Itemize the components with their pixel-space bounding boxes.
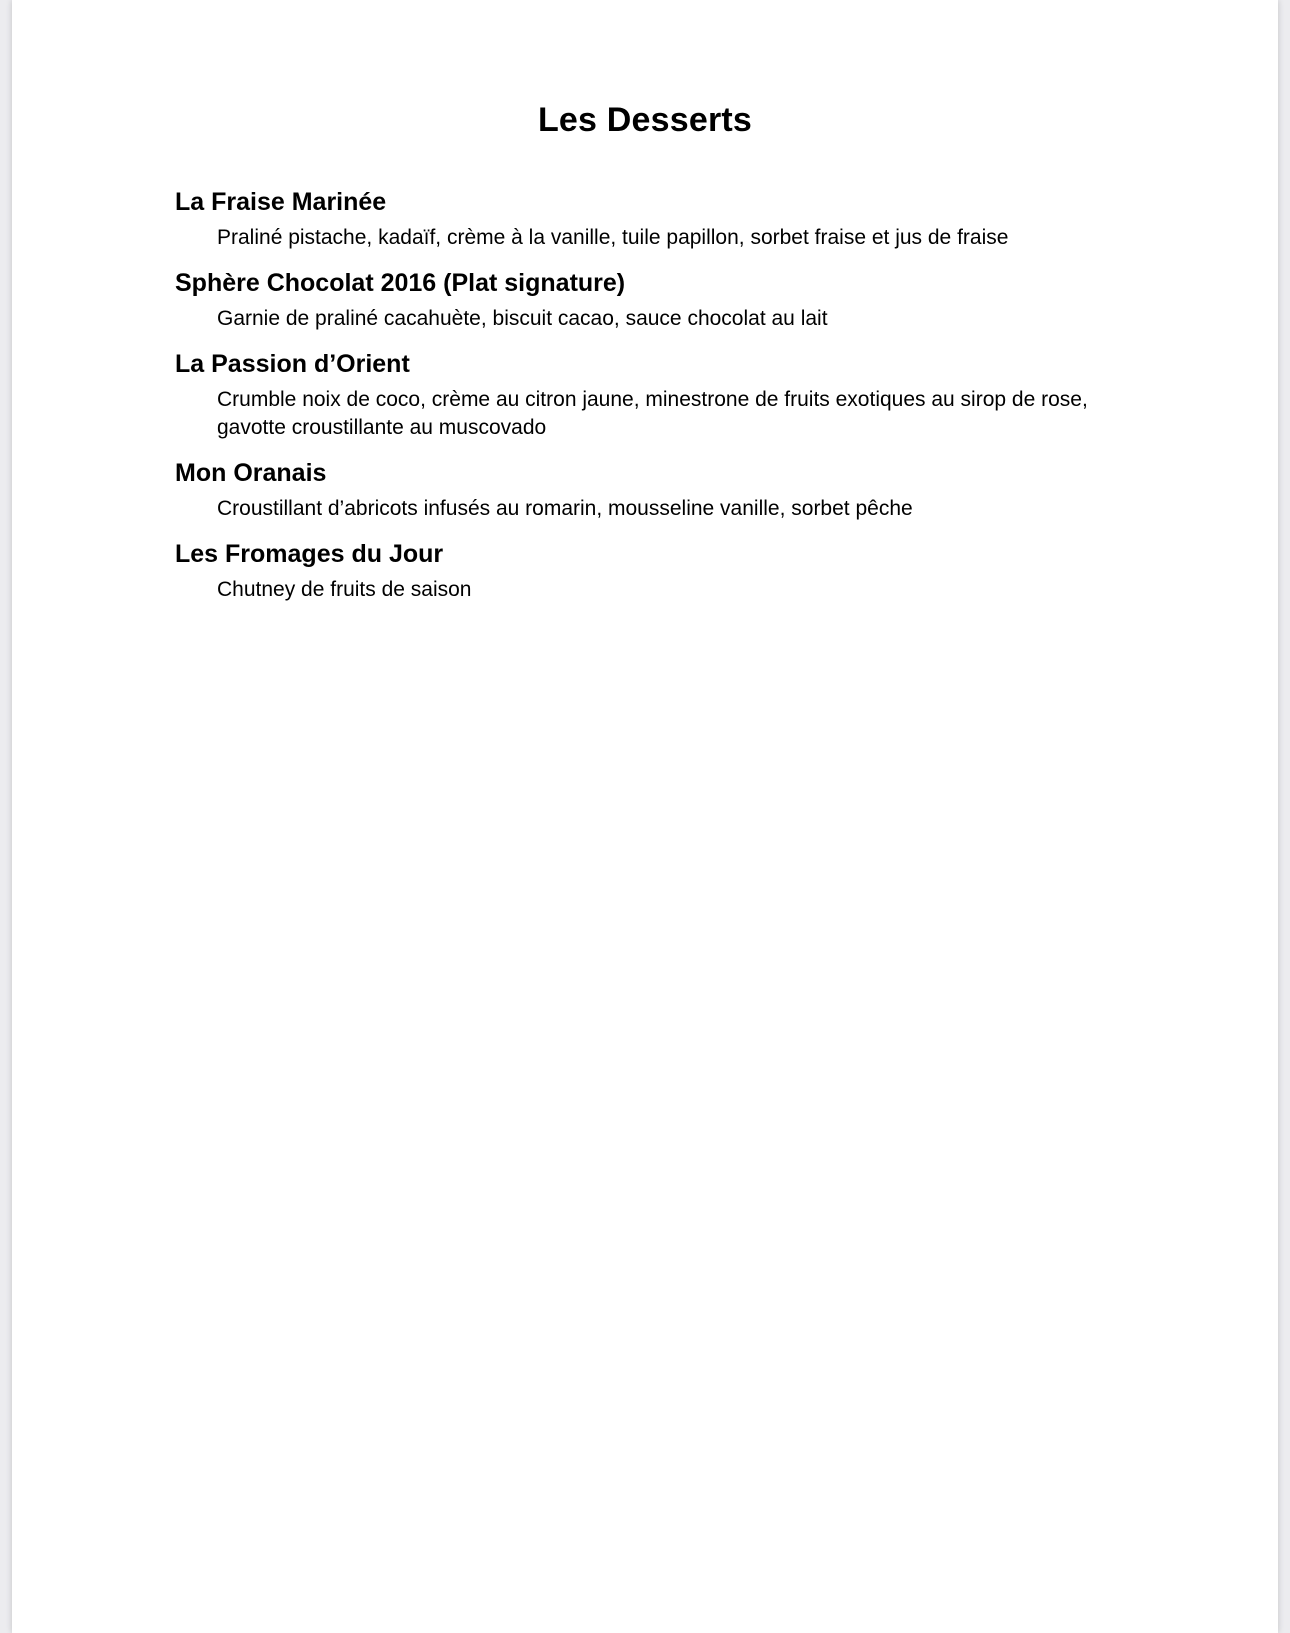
dessert-item	[175, 536, 1135, 604]
dessert-item	[175, 265, 1135, 333]
dessert-name: Les Fromages du Jour	[175, 540, 444, 568]
document-page	[12, 0, 1278, 1633]
dessert-list	[175, 184, 1135, 617]
dessert-description: Praliné pistache, kadaïf, crème à la vanille, tuile papillon, sorbet fraise et jus de fraise	[217, 226, 1009, 249]
dessert-description: Crumble noix de coco, crème au citron jaune, minestrone de fruits exotiques au sirop de rose, gavotte croustillante au muscovado	[217, 388, 1088, 439]
dessert-name: Mon Oranais	[175, 459, 327, 487]
dessert-description: Chutney de fruits de saison	[217, 578, 472, 601]
dessert-name: Sphère Chocolat 2016 (Plat signature)	[175, 269, 626, 297]
dessert-item	[175, 346, 1135, 442]
dessert-name: La Passion d’Orient	[175, 350, 410, 378]
dessert-name: La Fraise Marinée	[175, 188, 387, 216]
dessert-description: Garnie de praliné cacahuète, biscuit cacao, sauce chocolat au lait	[217, 307, 828, 330]
dessert-description: Croustillant d’abricots infusés au romarin, mousseline vanille, sorbet pêche	[217, 497, 913, 520]
dessert-item	[175, 455, 1135, 523]
dessert-item	[175, 184, 1135, 252]
menu-title: Les Desserts	[537, 101, 753, 139]
